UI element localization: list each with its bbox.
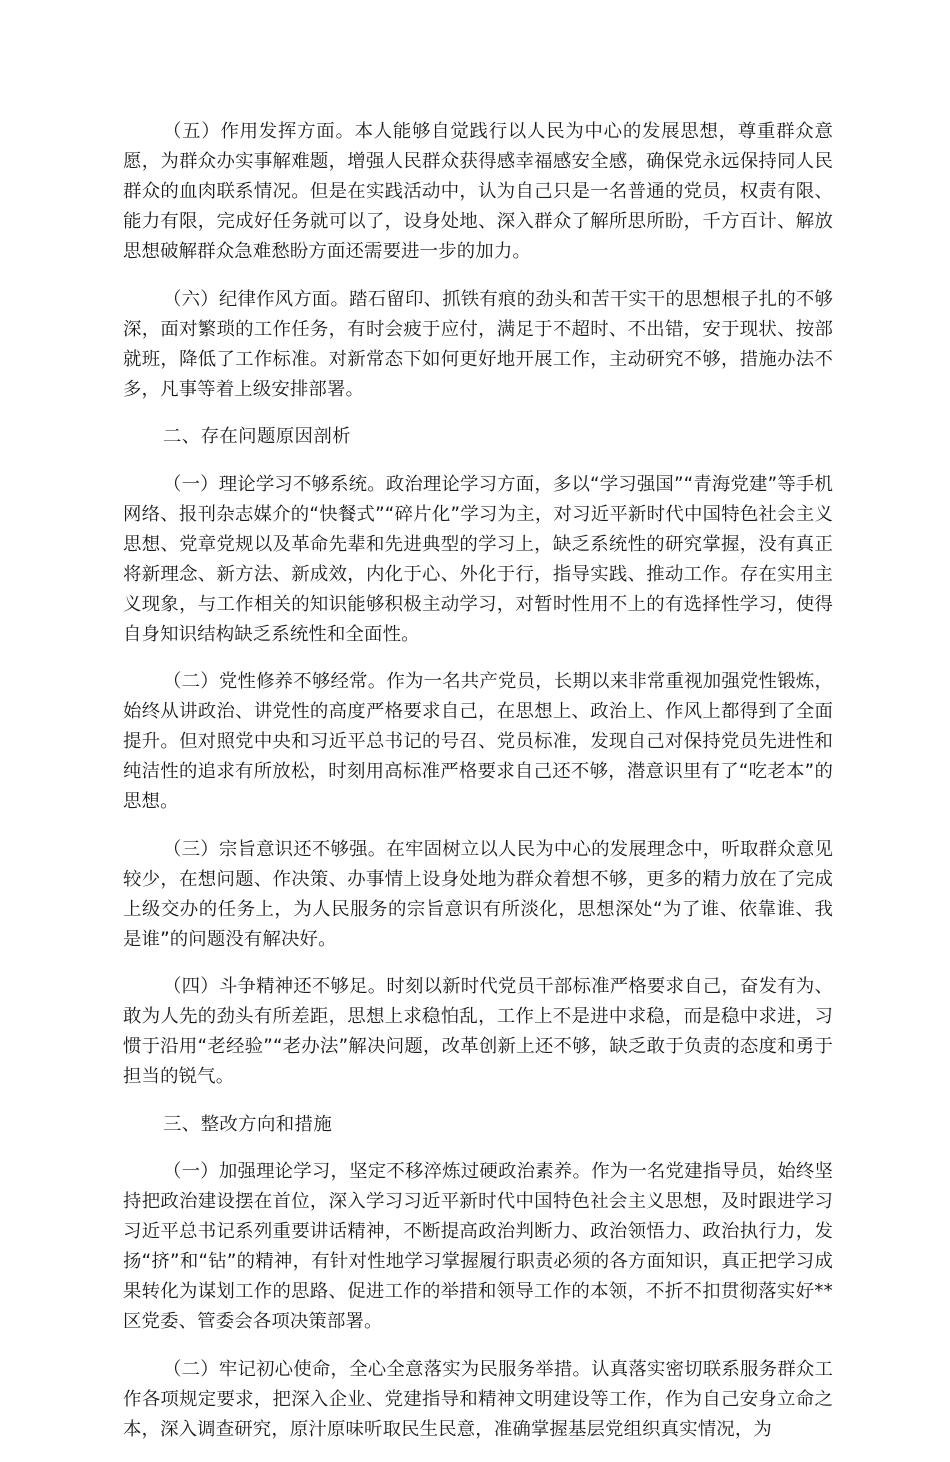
paragraph-fighting-spirit: （四）斗争精神还不够足。时刻以新时代党员干部标准严格要求自己，奋发有为、敢为人先的劲头有所差距，思想上求稳怕乱，工作上不是进中求稳，而是稳中求进，习惯于沿用“老经验”“老办法”解决问题，改革创新上还不够，缺乏敢于负责的态度和勇于担当的锐气。 bbox=[123, 976, 833, 1087]
paragraph-strengthen-theory: （一）加强理论学习，坚定不移淬炼过硬政治素养。作为一名党建指导员，始终坚持把政治建设摆在首位，深入学习习近平新时代中国特色社会主义思想，及时跟进学习习近平总书记系列重要讲话精神，不断提高政治判断力、政治领悟力、政治执行力，发扬“挤”和“钻”的精神，有针对性地学习掌握履行职责必须的各方面知识，真正把学习成果转化为谋划工作的思路、促进工作的举措和领导工作的本领，不折不扣贯彻落实好**区党委、管委会各项决策部署。 bbox=[123, 1161, 833, 1332]
section-heading-cause-analysis: 二、存在问题原因剖析 bbox=[163, 426, 351, 447]
paragraph-original-mission: （二）牢记初心使命，全心全意落实为民服务举措。认真落实密切联系服务群众工作各项规定要求，把深入企业、党建指导和精神文明建设等工作，作为自己安身立命之本，深入调查研究，原汁原味听取民生民意，准确掌握基层党组织真实情况，为 bbox=[123, 1358, 833, 1440]
paragraph-discipline-style: （六）纪律作风方面。踏石留印、抓铁有痕的劲头和苦干实干的思想根子扎的不够深，面对繁琐的工作任务，有时会疲于应付，满足于不超时、不出错，安于现状、按部就班，降低了工作标准。对新常态下如何更好地开展工作，主动研究不够，措施办法不多，凡事等着上级安排部署。 bbox=[123, 288, 833, 400]
document-body bbox=[123, 117, 833, 1462]
paragraph-theory-study: （一）理论学习不够系统。政治理论学习方面，多以“学习强国”“青海党建”等手机网络、报刊杂志媒介的“快餐式”“碎片化”学习为主，对习近平新时代中国特色社会主义思想、党章党规以及革命先辈和先进典型的学习上，缺乏系统性的研究掌握，没有真正将新理念、新方法、新成效，内化于心、外化于行，指导实践、推动工作。存在实用主义现象，与工作相关的知识能够积极主动学习，对暂时性用不上的有选择性学习，使得自身知识结构缺乏系统性和全面性。 bbox=[123, 473, 833, 645]
paragraph-party-spirit: （二）党性修养不够经常。作为一名共产党员，长期以来非常重视加强党性锻炼，始终从讲政治、讲党性的高度严格要求自己，在思想上、政治上、作风上都得到了全面提升。但对照党中央和习近平总书记的号召、党员标准，发现自己对保持党员先进性和纯洁性的追求有所放松，时刻用高标准严格要求自己还不够，潜意识里有了“吃老本”的思想。 bbox=[123, 671, 833, 812]
paragraph-role-performance: （五）作用发挥方面。本人能够自觉践行以人民为中心的发展思想，尊重群众意愿，为群众办实事解难题，增强人民群众获得感幸福感安全感，确保党永远保持同人民群众的血肉联系情况。但是在实践活动中，认为自己只是一名普通的党员，权责有限、能力有限，完成好任务就可以了，设身处地、深入群众了解所思所盼，千方百计、解放思想破解群众急难愁盼方面还需要进一步的加力。 bbox=[123, 121, 833, 262]
paragraph-purpose-awareness: （三）宗旨意识还不够强。在牢固树立以人民为中心的发展理念中，听取群众意见较少，在想问题、作决策、办事情上设身处地为群众着想不够，更多的精力放在了完成上级交办的任务上，为人民服务的宗旨意识有所淡化，思想深处“为了谁、依靠谁、我是谁”的问题没有解决好。 bbox=[123, 838, 833, 950]
section-heading-rectification: 三、整改方向和措施 bbox=[163, 1113, 333, 1135]
